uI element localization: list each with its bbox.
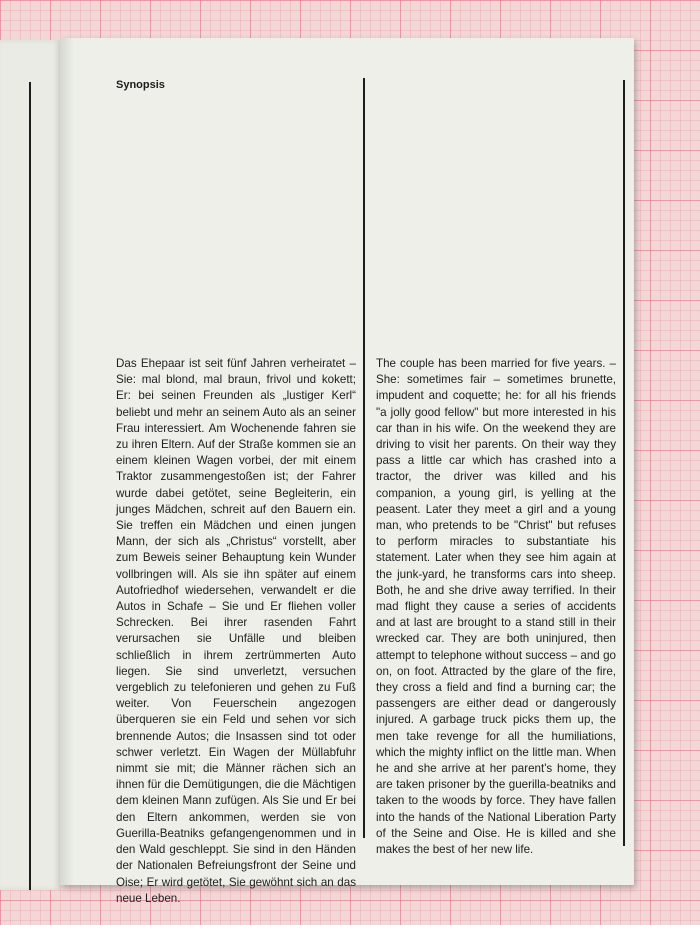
column-rule-left <box>29 82 31 890</box>
german-synopsis-text: Das Ehepaar ist seit fünf Jahren verheiratet – Sie: mal blond, mal braun, frivol und kokett; Er: bei seinen Freunden als „lustiger Kerl“ beliebt und mehr an seinem Auto als an seiner Frau interessiert. Am Wochenende fahren sie zu ihren Eltern. Auf der Straße kommen sie an einem kleinen Wagen vorbei, der mit einem Traktor zusammengestoßen ist; der Fahrer wurde dabei getötet, seine Begleiterin, ein junges Mädchen, schreit auf den Bauern ein. Sie treffen ein Mädchen und einen jungen Mann, der sich als „Christus“ vorstellt, aber zum Beweis seiner Behauptung kein Wunder vollbringen will. Als sie ihn später auf einem Autofriedhof wiedersehen, verwandelt er die Autos in Schafe – Sie und Er fliehen voller Schrecken. Bei ihrer rasenden Fahrt verursachen sie Unfälle und bleiben schließlich in ihrem zertrümmerten Auto liegen. Sie sind unverletzt, versuchen vergeblich zu telefonieren und gehen zu Fuß weiter. Von Feuerschein angezogen überqueren sie ein Feld und sehen vor sich brennende Autos; die Insassen sind tot oder schwer verletzt. Ein Wagen der Müllabfuhr nimmt sie mit; die Männer rächen sich an ihnen für die Demütigungen, die die Mächtigen dem kleinen Mann zufügen. Als Sie und Er bei den Eltern ankommen, werden sie von Guerilla-Beatniks gefangengenommen und in den Wald geschleppt. Sie sind in den Händen der Nationalen Befreiungsfront der Seine und Oise; Er wird getötet, Sie gewöhnt sich an das neue Leben. <box>116 357 356 905</box>
gutter-shadow <box>60 38 74 885</box>
column-rule-right <box>623 80 625 846</box>
english-synopsis-text: The couple has been married for five years. – She: sometimes fair – sometimes brunette, impudent and coquette; he: for all his friends "a jolly good fellow" but more interested in his car than in his wife. On the weekend they are driving to visit her parents. On their way they pass a little car which has crashed into a tractor, the driver was killed and his companion, a young girl, is yelling at the peasent. Later they meet a girl and a young man, who pretends to be "Christ" but refuses to perform miracles to substantiate his statement. Later when they see him again at the junk-yard, he transforms cars into sheep. Both, he and she drive away terrified. In their mad flight they cause a series of accidents and at last are brought to a stand still in their wrecked car. They are both uninjured, then attempt to telephone without success – and go on, on foot. Attracted by the glare of the fire, they cross a field and find a burning car; the passengers are either dead or dangerously injured. A garbage truck picks them up, the men take revenge for all the humiliations, which the mighty inflict on the little man. When he and she arrive at her parent's home, they are taken prisoner by the guerilla-beatniks and taken to the woods by force. They have fallen into the hands of the National Liberation Party of the Seine and Oise. He is killed and she makes the best of her new life. <box>376 357 616 857</box>
section-heading: Synopsis <box>116 79 165 91</box>
column-rule-middle <box>363 78 365 838</box>
